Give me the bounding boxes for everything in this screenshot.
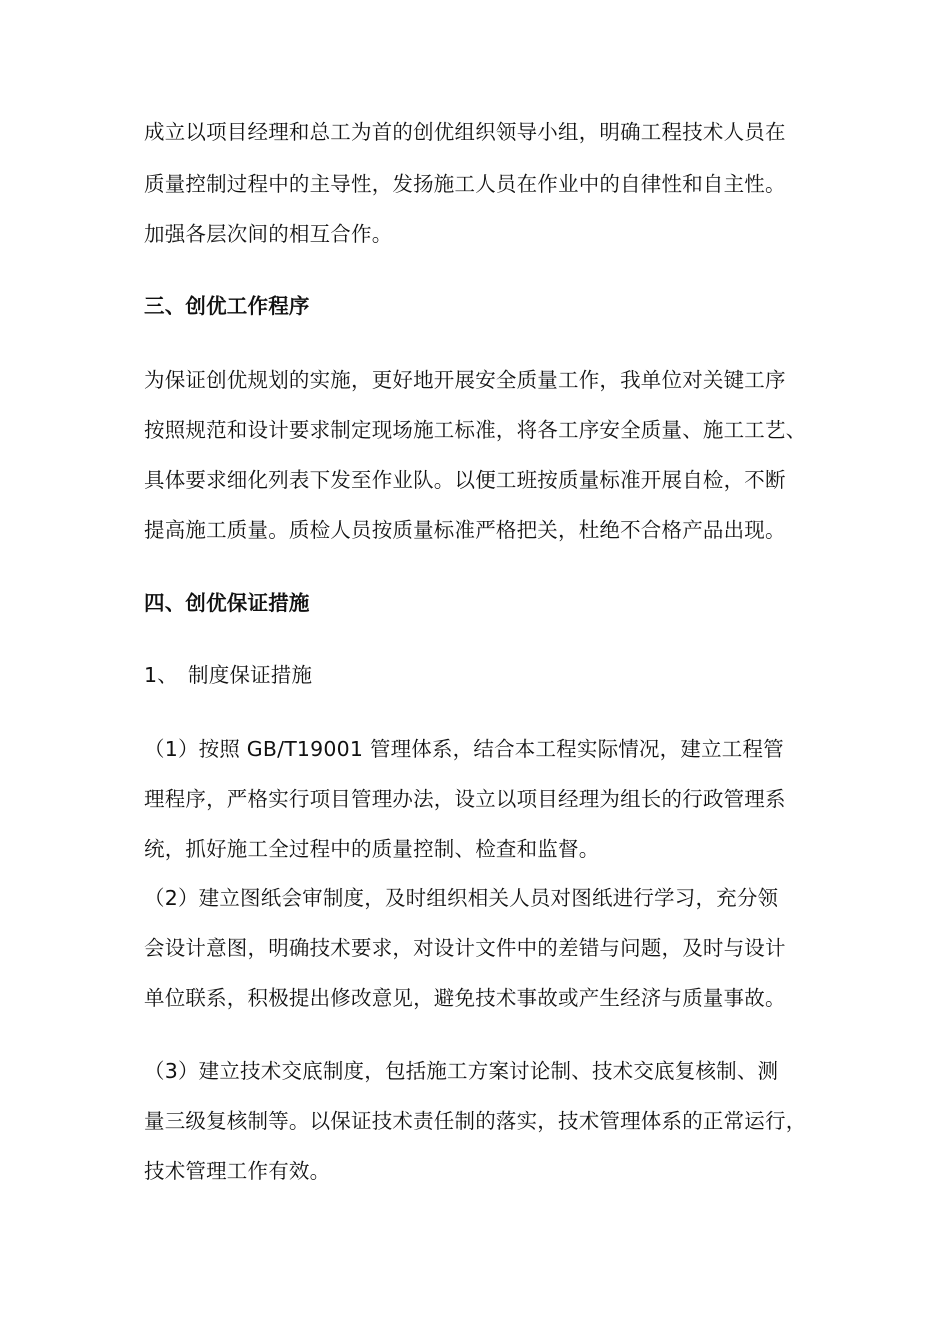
subsection-title: 制度保证措施: [188, 663, 313, 687]
paragraph-line: 量三级复核制等。以保证技术责任制的落实，技术管理体系的正常运行，: [144, 1109, 807, 1133]
subsection-heading: [144, 661, 312, 689]
section-heading: 三、创优工作程序: [144, 294, 310, 318]
paragraph-line: 单位联系，积极提出修改意见，避免技术事故或产生经济与质量事故。: [144, 986, 786, 1010]
paragraph-line: 按照规范和设计要求制定现场施工标准，将各工序安全质量、施工工艺、: [144, 418, 807, 442]
paragraph-line: 为保证创优规划的实施，更好地开展安全质量工作，我单位对关键工序: [144, 368, 786, 392]
paragraph-line: 理程序，严格实行项目管理办法，设立以项目经理为组长的行政管理系: [144, 787, 786, 811]
paragraph-line: 质量控制过程中的主导性，发扬施工人员在作业中的自律性和自主性。: [144, 172, 786, 196]
paragraph-line: 会设计意图，明确技术要求，对设计文件中的差错与问题，及时与设计: [144, 936, 786, 960]
paragraph-line: 提高施工质量。质检人员按质量标准严格把关，杜绝不合格产品出现。: [144, 518, 786, 542]
section-heading: 四、创优保证措施: [144, 591, 310, 615]
paragraph-line: 统，抓好施工全过程中的质量控制、检查和监督。: [144, 837, 600, 861]
paragraph-line: 成立以项目经理和总工为首的创优组织领导小组，明确工程技术人员在: [144, 120, 786, 144]
paragraph-line: 加强各层次间的相互合作。: [144, 222, 393, 246]
paragraph-line: （2）建立图纸会审制度，及时组织相关人员对图纸进行学习，充分领: [144, 886, 779, 910]
paragraph-line: 具体要求细化列表下发至作业队。以便工班按质量标准开展自检，不断: [144, 468, 786, 492]
paragraph-line: 技术管理工作有效。: [144, 1159, 331, 1183]
paragraph-line: （3）建立技术交底制度，包括施工方案讨论制、技术交底复核制、测: [144, 1059, 779, 1083]
paragraph-line: （1）按照 GB/T19001 管理体系，结合本工程实际情况，建立工程管: [144, 737, 784, 761]
subsection-number: 1、: [144, 663, 178, 687]
